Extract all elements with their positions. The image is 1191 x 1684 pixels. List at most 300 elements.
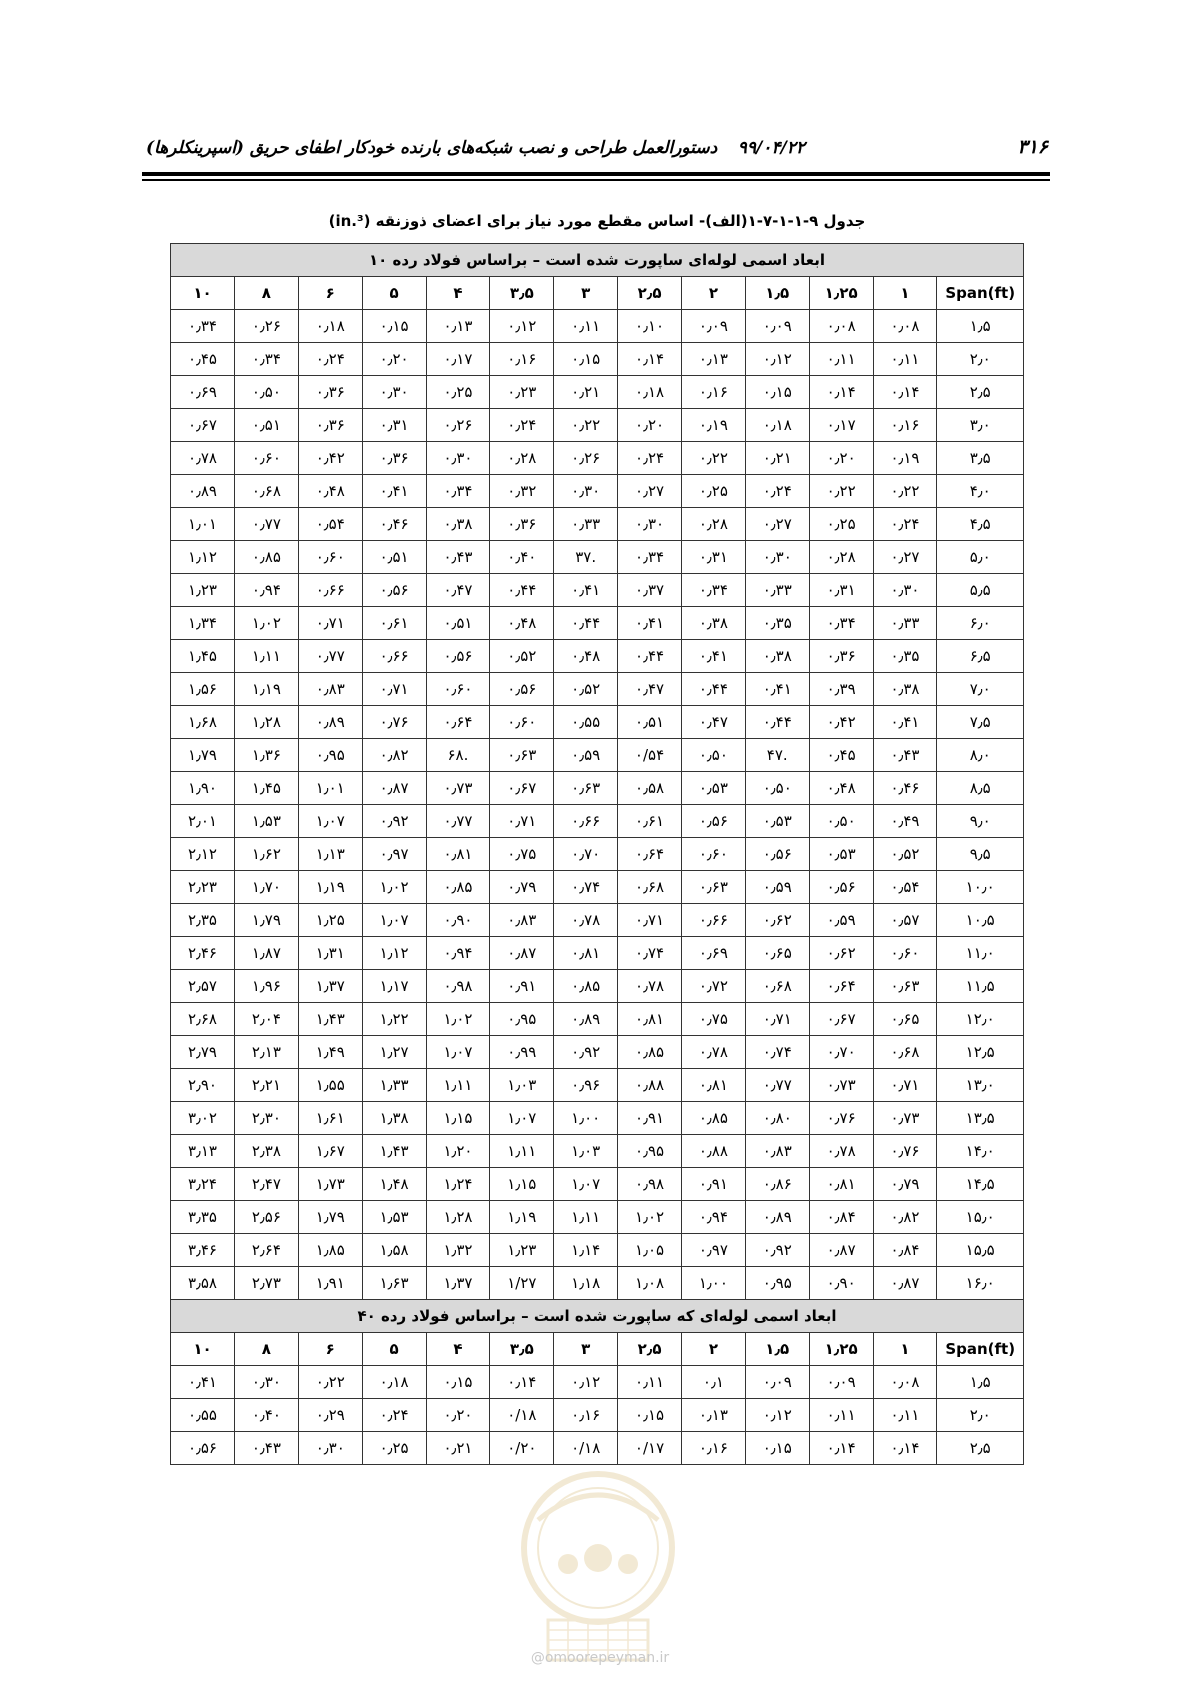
value-cell: ۰٫۳۶ (362, 442, 426, 475)
value-cell: ۰٫۴۱ (362, 475, 426, 508)
value-cell: ۰٫۸۳ (298, 673, 362, 706)
value-cell: ۰٫۲۲ (298, 1366, 362, 1399)
column-header: ۶ (298, 1333, 362, 1366)
span-cell: ۶٫۵ (937, 640, 1024, 673)
value-cell: ۰٫۶۶ (554, 805, 618, 838)
table-row (171, 1036, 1024, 1069)
value-cell: ۱٫۰۷ (426, 1036, 490, 1069)
value-cell: ۰٫۳۵ (745, 607, 809, 640)
value-cell: ۰٫۹۵ (618, 1135, 682, 1168)
column-header: ۱۰ (171, 1333, 235, 1366)
value-cell: ۰/۱۸ (554, 1432, 618, 1465)
value-cell: ۰٫۵۶ (681, 805, 745, 838)
span-cell: ۱۴٫۰ (937, 1135, 1024, 1168)
value-cell: ۰٫۶۳ (681, 871, 745, 904)
value-cell: ۰٫۹۴ (681, 1201, 745, 1234)
span-cell: ۱٫۵ (937, 310, 1024, 343)
value-cell: ۰٫۴۲ (298, 442, 362, 475)
column-header: ۲٫۵ (618, 277, 682, 310)
table-row (171, 970, 1024, 1003)
value-cell: ۱٫۳۷ (298, 970, 362, 1003)
value-cell: ۰٫۸۲ (362, 739, 426, 772)
value-cell: ۰٫۲۴ (490, 409, 554, 442)
value-cell: ۰٫۰۹ (681, 310, 745, 343)
value-cell: ۰٫۸۷ (873, 1267, 937, 1300)
value-cell: ۰٫۱۷ (426, 343, 490, 376)
value-cell: ۰٫۴۳ (234, 1432, 298, 1465)
value-cell: ۰٫۳۴ (426, 475, 490, 508)
value-cell: ۲٫۴۶ (171, 937, 235, 970)
value-cell: ۱٫۲۲ (362, 1003, 426, 1036)
value-cell: ۱٫۶۷ (298, 1135, 362, 1168)
value-cell: ۰٫۲۰ (426, 1399, 490, 1432)
span-cell: ۱۲٫۰ (937, 1003, 1024, 1036)
value-cell: ۰٫۹۰ (809, 1267, 873, 1300)
value-cell: ۱٫۵۳ (362, 1201, 426, 1234)
value-cell: ۰٫۱۳ (681, 1399, 745, 1432)
column-header: ۱ (873, 1333, 937, 1366)
value-cell: ۱٫۱۲ (362, 937, 426, 970)
value-cell: ۰٫۵۰ (681, 739, 745, 772)
value-cell: ۰٫۴۵ (171, 343, 235, 376)
value-cell: ۰٫۹۵ (490, 1003, 554, 1036)
value-cell: ۰٫۸۸ (681, 1135, 745, 1168)
value-cell: ۰٫۵۳ (809, 838, 873, 871)
value-cell: ۰٫۷۵ (681, 1003, 745, 1036)
span-cell: ۲٫۰ (937, 343, 1024, 376)
value-cell: ۱٫۵۳ (234, 805, 298, 838)
value-cell: ۰٫۵۶ (490, 673, 554, 706)
value-cell: ۰٫۶۶ (681, 904, 745, 937)
value-cell: ۰٫۲۵ (681, 475, 745, 508)
value-cell: ۰٫۵۹ (554, 739, 618, 772)
value-cell: ۰٫۲۲ (873, 475, 937, 508)
value-cell: ۰٫۹۱ (618, 1102, 682, 1135)
value-cell: ۱٫۰۵ (618, 1234, 682, 1267)
value-cell: ۱٫۴۳ (362, 1135, 426, 1168)
value-cell: ۰/۲۰ (490, 1432, 554, 1465)
value-cell: ۱٫۵۵ (298, 1069, 362, 1102)
value-cell: ۰٫۵۶ (745, 838, 809, 871)
value-cell: ۰٫۸۹ (171, 475, 235, 508)
value-cell: ۰٫۱۴ (809, 1432, 873, 1465)
page-number: ۳۱۶ (1017, 136, 1048, 158)
value-cell: ۰٫۶۱ (362, 607, 426, 640)
span-cell: ۲٫۵ (937, 376, 1024, 409)
value-cell: ۰٫۹۷ (681, 1234, 745, 1267)
value-cell: ۰٫۱۸ (618, 376, 682, 409)
value-cell: ۰٫۸۹ (745, 1201, 809, 1234)
value-cell: ۱٫۱۲ (171, 541, 235, 574)
value-cell: ۱٫۷۳ (298, 1168, 362, 1201)
value-cell: ۰٫۴۱ (171, 1366, 235, 1399)
value-cell: ۱٫۲۳ (490, 1234, 554, 1267)
value-cell: ۰٫۲۷ (618, 475, 682, 508)
value-cell: ۰٫۲۴ (873, 508, 937, 541)
column-header: ۲ (681, 1333, 745, 1366)
value-cell: ۰/۱۸ (490, 1399, 554, 1432)
value-cell: ۰٫۷۱ (298, 607, 362, 640)
value-cell: ۰٫۴۴ (554, 607, 618, 640)
value-cell: ۰٫۶۰ (426, 673, 490, 706)
value-cell: ۰٫۳۶ (809, 640, 873, 673)
value-cell: ۲٫۶۸ (171, 1003, 235, 1036)
value-cell: ۰٫۳۷ (618, 574, 682, 607)
value-cell: ۰٫۱۹ (681, 409, 745, 442)
value-cell: .۳۷ (554, 541, 618, 574)
table-row (171, 1201, 1024, 1234)
value-cell: ۱٫۴۵ (234, 772, 298, 805)
value-cell: ۰٫۹۴ (234, 574, 298, 607)
value-cell: ۰٫۲۴ (362, 1399, 426, 1432)
value-cell: ۰٫۲۶ (426, 409, 490, 442)
value-cell: ۰٫۳۰ (618, 508, 682, 541)
value-cell: ۱٫۱۵ (426, 1102, 490, 1135)
value-cell: ۰٫۷۶ (809, 1102, 873, 1135)
value-cell: ۳٫۱۳ (171, 1135, 235, 1168)
value-cell: ۰٫۰۹ (809, 1366, 873, 1399)
value-cell: ۰٫۱۶ (554, 1399, 618, 1432)
value-cell: ۱٫۵۸ (362, 1234, 426, 1267)
table-row (171, 1366, 1024, 1399)
span-cell: ۵٫۵ (937, 574, 1024, 607)
value-cell: ۰٫۷۱ (873, 1069, 937, 1102)
value-cell: ۰٫۸۱ (426, 838, 490, 871)
value-cell: ۰٫۸۱ (809, 1168, 873, 1201)
value-cell: ۰٫۸۱ (554, 937, 618, 970)
value-cell: ۱٫۲۴ (426, 1168, 490, 1201)
value-cell: ۱٫۰۳ (554, 1135, 618, 1168)
value-cell: ۰٫۴۵ (809, 739, 873, 772)
value-cell: ۰٫۶۴ (809, 970, 873, 1003)
column-header-row (171, 1333, 1024, 1366)
value-cell: ۰٫۲۲ (554, 409, 618, 442)
value-cell: ۲٫۱۲ (171, 838, 235, 871)
value-cell: ۲٫۵۶ (234, 1201, 298, 1234)
value-cell: ۰٫۵۲ (873, 838, 937, 871)
value-cell: ۰٫۸۴ (873, 1234, 937, 1267)
value-cell: ۰٫۳۱ (681, 541, 745, 574)
value-cell: ۰٫۰۸ (809, 310, 873, 343)
value-cell: ۰٫۱۷ (809, 409, 873, 442)
column-header: ۳ (554, 1333, 618, 1366)
column-header: ۱٫۵ (745, 277, 809, 310)
value-cell: ۰٫۱۵ (745, 1432, 809, 1465)
value-cell: ۱٫۰۱ (171, 508, 235, 541)
value-cell: ۰٫۱۶ (681, 1432, 745, 1465)
value-cell: ۱٫۰۷ (490, 1102, 554, 1135)
value-cell: ۰٫۲۵ (809, 508, 873, 541)
value-cell: ۰٫۵۸ (618, 772, 682, 805)
value-cell: ۲٫۰۱ (171, 805, 235, 838)
value-cell: ۰٫۲۷ (873, 541, 937, 574)
table-row (171, 706, 1024, 739)
value-cell: ۱٫۸۷ (234, 937, 298, 970)
value-cell: ۰٫۱۵ (618, 1399, 682, 1432)
value-cell: ۰٫۱۶ (681, 376, 745, 409)
value-cell: ۰٫۲۷ (745, 508, 809, 541)
value-cell: ۱٫۰۷ (554, 1168, 618, 1201)
value-cell: ۰٫۱۵ (554, 343, 618, 376)
value-cell: ۳٫۵۸ (171, 1267, 235, 1300)
value-cell: ۰٫۹۰ (426, 904, 490, 937)
value-cell: ۰٫۶۲ (809, 937, 873, 970)
value-cell: ۰٫۷۸ (618, 970, 682, 1003)
value-cell: ۰٫۳۴ (681, 574, 745, 607)
column-header: ۳٫۵ (490, 277, 554, 310)
value-cell: ۰٫۷۳ (873, 1102, 937, 1135)
table-row (171, 1168, 1024, 1201)
value-cell: ۰٫۱۳ (426, 310, 490, 343)
value-cell: ۰٫۵۰ (745, 772, 809, 805)
value-cell: ۰٫۶۱ (618, 805, 682, 838)
header-rule-thin (142, 179, 1050, 181)
table-row (171, 508, 1024, 541)
value-cell: ۰٫۴۳ (426, 541, 490, 574)
value-cell: ۰٫۱۲ (554, 1366, 618, 1399)
value-cell: ۰٫۱۹ (873, 442, 937, 475)
value-cell: ۱٫۰۲ (362, 871, 426, 904)
value-cell: ۰٫۳۰ (362, 376, 426, 409)
value-cell: ۰٫۹۴ (426, 937, 490, 970)
value-cell: ۱٫۶۱ (298, 1102, 362, 1135)
value-cell: ۰٫۸۵ (618, 1036, 682, 1069)
value-cell: ۰٫۱۲ (490, 310, 554, 343)
value-cell: ۰٫۲۹ (298, 1399, 362, 1432)
value-cell: ۰٫۱ (681, 1366, 745, 1399)
value-cell: ۰/۵۴ (618, 739, 682, 772)
value-cell: ۰٫۷۹ (490, 871, 554, 904)
value-cell: ۰٫۸۸ (618, 1069, 682, 1102)
value-cell: ۰٫۰۸ (873, 310, 937, 343)
value-cell: ۱٫۰۲ (426, 1003, 490, 1036)
value-cell: ۰٫۴۸ (554, 640, 618, 673)
section-header-row (171, 1300, 1024, 1333)
column-header: ۲٫۵ (618, 1333, 682, 1366)
value-cell: ۱٫۱۱ (490, 1135, 554, 1168)
value-cell: ۰٫۳۳ (873, 607, 937, 640)
section-title: ابعاد اسمی لوله‌ای ساپورت شده است – براساس فولاد رده ۱۰ (171, 244, 1024, 277)
value-cell: ۰٫۲۱ (426, 1432, 490, 1465)
value-cell: ۰٫۶۰ (681, 838, 745, 871)
value-cell: ۱٫۱۷ (362, 970, 426, 1003)
value-cell: ۰٫۳۰ (873, 574, 937, 607)
column-header: ۱ (873, 277, 937, 310)
value-cell: ۰٫۵۰ (809, 805, 873, 838)
value-cell: ۱٫۰۲ (234, 607, 298, 640)
value-cell: ۰٫۶۰ (490, 706, 554, 739)
value-cell: ۰٫۵۶ (362, 574, 426, 607)
value-cell: ۰٫۶۸ (745, 970, 809, 1003)
value-cell: ۰٫۱۴ (873, 376, 937, 409)
value-cell: ۰٫۲۸ (490, 442, 554, 475)
value-cell: ۰٫۲۶ (554, 442, 618, 475)
value-cell: ۰٫۹۱ (681, 1168, 745, 1201)
watermark-site: @omoorepeyman.ir (530, 1650, 670, 1666)
value-cell: .۴۷ (745, 739, 809, 772)
value-cell: ۰٫۲۰ (618, 409, 682, 442)
value-cell: ۰٫۲۸ (809, 541, 873, 574)
value-cell: ۰٫۵۲ (554, 673, 618, 706)
value-cell: ۲٫۴۷ (234, 1168, 298, 1201)
value-cell: ۱٫۰۲ (618, 1201, 682, 1234)
table-row (171, 904, 1024, 937)
column-header: ۳٫۵ (490, 1333, 554, 1366)
span-cell: ۱۳٫۵ (937, 1102, 1024, 1135)
value-cell: ۰٫۶۳ (554, 772, 618, 805)
value-cell: ۰٫۳۹ (809, 673, 873, 706)
value-cell: ۰٫۸۷ (490, 937, 554, 970)
value-cell: ۰٫۱۸ (745, 409, 809, 442)
value-cell: ۰٫۷۸ (554, 904, 618, 937)
table-caption: جدول ۹-۱-۱-۷-۱(الف)- اساس مقطع مورد نیاز برای اعضای ذوزنقه (in.³) (328, 212, 866, 230)
value-cell: ۰٫۸۷ (809, 1234, 873, 1267)
value-cell: ۰٫۵۶ (426, 640, 490, 673)
value-cell: ۰٫۳۱ (362, 409, 426, 442)
column-header: ۸ (234, 1333, 298, 1366)
value-cell: ۱/۲۷ (490, 1267, 554, 1300)
table-row (171, 772, 1024, 805)
value-cell: ۱٫۱۹ (234, 673, 298, 706)
span-cell: ۱۰٫۰ (937, 871, 1024, 904)
value-cell: ۲٫۰۴ (234, 1003, 298, 1036)
value-cell: ۲٫۷۳ (234, 1267, 298, 1300)
value-cell: ۲٫۷۹ (171, 1036, 235, 1069)
value-cell: ۱٫۳۴ (171, 607, 235, 640)
value-cell: ۰٫۱۴ (809, 376, 873, 409)
value-cell: ۰٫۹۵ (298, 739, 362, 772)
value-cell: ۱٫۰۷ (298, 805, 362, 838)
span-cell: ۳٫۰ (937, 409, 1024, 442)
value-cell: ۰٫۵۰ (234, 376, 298, 409)
value-cell: ۰٫۹۸ (426, 970, 490, 1003)
column-header: ۱۰ (171, 277, 235, 310)
value-cell: ۰٫۳۳ (745, 574, 809, 607)
value-cell: ۱٫۰۳ (490, 1069, 554, 1102)
value-cell: ۰٫۳۶ (490, 508, 554, 541)
value-cell: ۰٫۳۰ (234, 1366, 298, 1399)
value-cell: ۰٫۴۶ (362, 508, 426, 541)
table-row (171, 475, 1024, 508)
value-cell: ۱٫۳۳ (362, 1069, 426, 1102)
value-cell: ۱٫۱۱ (426, 1069, 490, 1102)
value-cell: ۰٫۷۱ (745, 1003, 809, 1036)
value-cell: ۰٫۳۰ (745, 541, 809, 574)
table-row (171, 1102, 1024, 1135)
value-cell: ۰٫۴۱ (554, 574, 618, 607)
table-row (171, 1432, 1024, 1465)
column-header: ۶ (298, 277, 362, 310)
span-cell: ۱۲٫۵ (937, 1036, 1024, 1069)
value-cell: ۱٫۸۵ (298, 1234, 362, 1267)
value-cell: ۰٫۶۹ (171, 376, 235, 409)
value-cell: ۳٫۰۲ (171, 1102, 235, 1135)
value-cell: ۰٫۵۱ (234, 409, 298, 442)
value-cell: ۰٫۱۶ (490, 343, 554, 376)
value-cell: ۰٫۲۰ (809, 442, 873, 475)
value-cell: ۱٫۷۹ (234, 904, 298, 937)
value-cell: ۱٫۳۷ (426, 1267, 490, 1300)
value-cell: ۰٫۱۱ (618, 1366, 682, 1399)
value-cell: ۱٫۱۳ (298, 838, 362, 871)
value-cell: ۱٫۶۳ (362, 1267, 426, 1300)
value-cell: ۰٫۱۵ (362, 310, 426, 343)
value-cell: ۱٫۰۸ (618, 1267, 682, 1300)
value-cell: ۰٫۷۳ (426, 772, 490, 805)
value-cell: ۰٫۳۴ (234, 343, 298, 376)
value-cell: ۰٫۴۷ (618, 673, 682, 706)
value-cell: ۱٫۴۵ (171, 640, 235, 673)
span-cell: ۱۱٫۰ (937, 937, 1024, 970)
value-cell: ۰٫۶۵ (873, 1003, 937, 1036)
value-cell: ۰٫۷۲ (681, 970, 745, 1003)
value-cell: ۰٫۹۲ (362, 805, 426, 838)
value-cell: ۱٫۳۸ (362, 1102, 426, 1135)
value-cell: ۰٫۱۱ (873, 343, 937, 376)
value-cell: ۰٫۷۹ (873, 1168, 937, 1201)
value-cell: ۲٫۹۰ (171, 1069, 235, 1102)
span-cell: ۶٫۰ (937, 607, 1024, 640)
value-cell: ۰٫۴۱ (873, 706, 937, 739)
value-cell: ۰٫۷۴ (745, 1036, 809, 1069)
value-cell: ۰٫۴۱ (681, 640, 745, 673)
table-row (171, 1069, 1024, 1102)
value-cell: ۰٫۴۱ (745, 673, 809, 706)
column-header: ۱٫۵ (745, 1333, 809, 1366)
value-cell: ۰٫۱۰ (618, 310, 682, 343)
value-cell: ۰٫۵۱ (426, 607, 490, 640)
value-cell: ۰٫۲۲ (809, 475, 873, 508)
value-cell: ۰٫۷۷ (234, 508, 298, 541)
value-cell: ۰٫۸۹ (554, 1003, 618, 1036)
value-cell: ۰٫۷۷ (298, 640, 362, 673)
value-cell: ۳٫۲۴ (171, 1168, 235, 1201)
value-cell: ۰٫۶۷ (490, 772, 554, 805)
value-cell: ۰٫۳۴ (618, 541, 682, 574)
document-date: ۹۹/۰۴/۲۲ (737, 138, 805, 158)
value-cell: ۰٫۲۵ (426, 376, 490, 409)
value-cell: ۰٫۴۲ (809, 706, 873, 739)
value-cell: ۰٫۶۴ (618, 838, 682, 871)
value-cell: ۰٫۱۸ (298, 310, 362, 343)
value-cell: ۲٫۲۱ (234, 1069, 298, 1102)
value-cell: ۱٫۷۰ (234, 871, 298, 904)
value-cell: ۰٫۵۳ (745, 805, 809, 838)
value-cell: ۰٫۸۵ (554, 970, 618, 1003)
table-row (171, 1135, 1024, 1168)
value-cell: ۰٫۷۷ (745, 1069, 809, 1102)
value-cell: ۰٫۵۶ (809, 871, 873, 904)
value-cell: ۰٫۶۸ (873, 1036, 937, 1069)
value-cell: ۰٫۳۶ (298, 376, 362, 409)
span-cell: ۱۶٫۰ (937, 1267, 1024, 1300)
value-cell: ۰٫۷۰ (809, 1036, 873, 1069)
value-cell: ۰٫۵۴ (298, 508, 362, 541)
value-cell: ۰٫۵۱ (618, 706, 682, 739)
value-cell: ۰٫۶۴ (426, 706, 490, 739)
value-cell: ۰٫۷۰ (554, 838, 618, 871)
span-cell: ۹٫۰ (937, 805, 1024, 838)
column-header: ۳ (554, 277, 618, 310)
value-cell: ۰٫۸۱ (681, 1069, 745, 1102)
value-cell: ۰٫۲۰ (362, 343, 426, 376)
value-cell: ۰٫۴۴ (490, 574, 554, 607)
value-cell: ۰٫۴۱ (618, 607, 682, 640)
value-cell: ۱٫۳۱ (298, 937, 362, 970)
table-row (171, 871, 1024, 904)
span-cell: ۱۱٫۵ (937, 970, 1024, 1003)
value-cell: ۰٫۸۵ (426, 871, 490, 904)
